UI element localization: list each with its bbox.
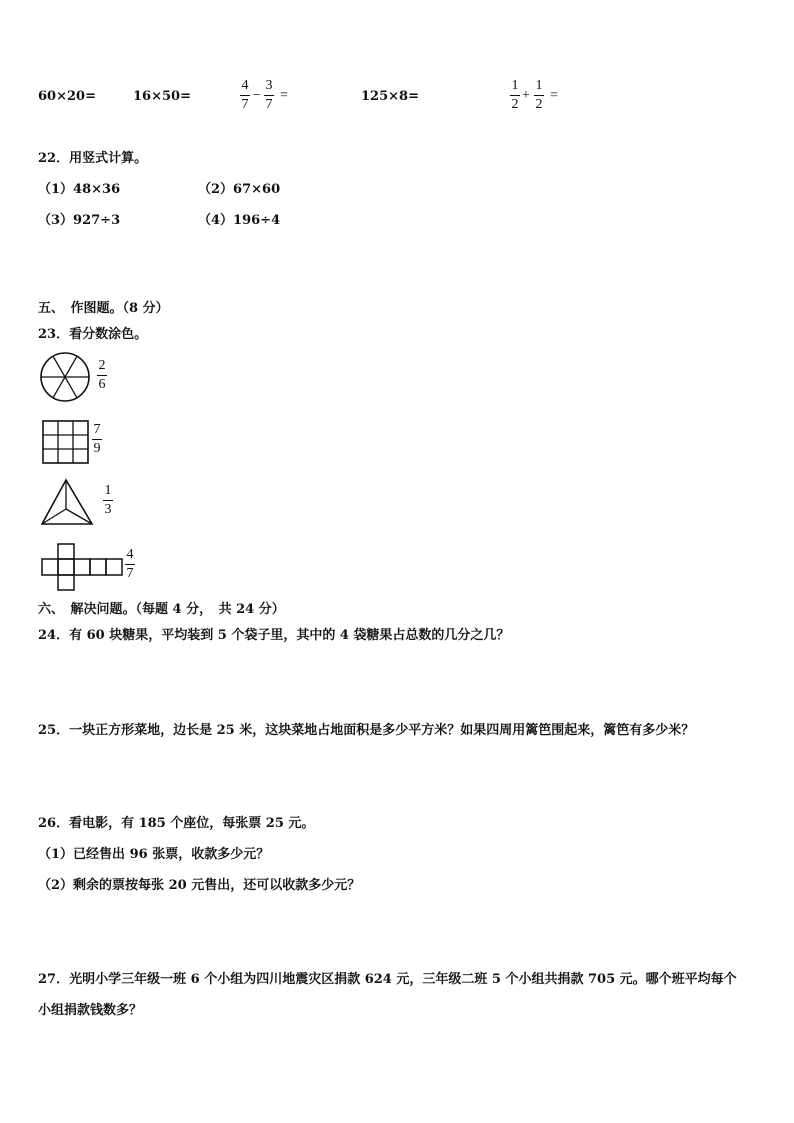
denominator: 7 [126, 566, 134, 581]
plus-sign: + [522, 88, 530, 103]
cube-net-seven-parts-figure [41, 543, 125, 593]
numerator: 1 [535, 78, 543, 93]
minus-sign: − [253, 88, 261, 103]
fraction-1-2-b [534, 78, 544, 113]
q22-item-2: （2）67×60 [198, 182, 281, 197]
equals-sign: = [280, 88, 288, 103]
denominator: 2 [535, 97, 543, 112]
expr-125x8: 125×8= [361, 89, 419, 104]
q26-sub-1: （1）已经售出 96 张票，收款多少元？ [38, 847, 270, 862]
numerator: 7 [93, 422, 101, 437]
expr-60x20: 60×20= [38, 89, 96, 104]
q27-line-2: 小组捐款钱数多？ [38, 1003, 143, 1018]
fraction-4-7 [240, 78, 250, 113]
q22-title: 22．用竖式计算。 [38, 151, 148, 166]
grid-nine-parts-figure [42, 420, 90, 464]
numerator: 1 [104, 483, 112, 498]
q26-sub-2: （2）剩余的票按每张 20 元售出，还可以收款多少元？ [38, 878, 361, 893]
fraction-4-7 [125, 547, 135, 582]
denominator: 2 [511, 97, 519, 112]
numerator: 4 [241, 78, 249, 93]
denominator: 7 [241, 97, 249, 112]
numerator: 3 [265, 78, 273, 93]
q27-line-1: 27．光明小学三年级一班 6 个小组为四川地震灾区捐款 624 元，三年级二班 5 个小组共捐款 705 元。哪个班平均每个 [38, 972, 737, 987]
circle-six-parts-figure [40, 353, 92, 403]
q24-text: 24．有 60 块糖果，平均装到 5 个袋子里，其中的 4 袋糖果占总数的几分之几？ [38, 628, 510, 643]
q25-text: 25．一块正方形菜地，边长是 25 米，这块菜地占地面积是多少平方米？如果四周用篱笆围起来，篱笆有多少米？ [38, 723, 695, 738]
numerator: 1 [511, 78, 519, 93]
section-6-title: 六、 解决问题。（每题 4 分， 共 24 分） [38, 602, 285, 617]
section-5-title: 五、 作图题。（8 分） [38, 301, 169, 316]
fraction-7-9 [92, 422, 102, 457]
fraction-3-7 [264, 78, 274, 113]
numerator: 4 [126, 547, 134, 562]
numerator: 2 [98, 358, 106, 373]
triangle-three-parts-figure [40, 478, 96, 526]
q22-item-1: （1）48×36 [38, 182, 121, 197]
denominator: 6 [98, 377, 106, 392]
q23-title: 23．看分数涂色。 [38, 327, 148, 342]
q26-title: 26．看电影，有 185 个座位，每张票 25 元。 [38, 816, 315, 831]
expr-16x50: 16×50= [133, 89, 191, 104]
fraction-2-6 [97, 358, 107, 393]
q22-item-4: （4）196÷4 [198, 213, 281, 228]
denominator: 3 [104, 502, 112, 517]
equals-sign: = [550, 88, 558, 103]
q22-item-3: （3）927÷3 [38, 213, 121, 228]
fraction-1-3 [103, 483, 113, 518]
denominator: 7 [265, 97, 273, 112]
fraction-1-2-a [510, 78, 520, 113]
denominator: 9 [93, 441, 101, 456]
